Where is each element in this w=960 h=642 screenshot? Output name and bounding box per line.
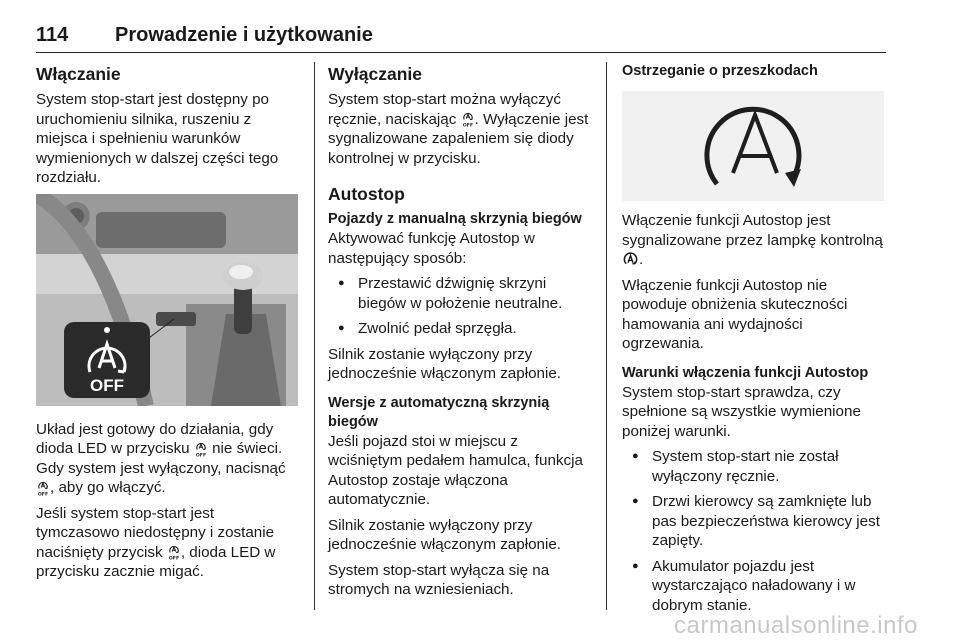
heading-wylaczanie: Wyłączanie [328,64,423,84]
paragraph: Silnik zostanie wyłączony przy jednocześnie włączonym zapłonie. [328,345,562,382]
subheading-conditions: Warunki włączenia funkcji Autostop [622,364,869,381]
heading-wlaczanie: Włączanie [36,64,121,84]
chapter-title: Prowadzenie i użytkowanie [115,24,373,46]
page-header [36,24,886,53]
bullet-list [328,274,596,339]
subheading-manual: Pojazdy z manualną skrzynią biegów [328,211,582,227]
column-divider [606,62,607,610]
list-item: ● Przestawić dźwignię skrzyni biegów w położenie neutralne. [328,274,596,313]
autostop-off-icon [461,110,475,128]
paragraph: System stop-start sprawdza, czy spełnione są wszystkie wymienione poniżej warunki. [622,383,861,440]
list-item: ● Akumulator pojazdu jest wystarczająco naładowany i w dobrym stanie. [622,557,887,616]
paragraph: System stop-start jest dostępny po uruchomieniu silnika, ruszeniu z miejsca i spełnieniu warunków wymienionych w dalszej części tego rozdziału. [36,91,279,186]
column-divider [314,62,315,610]
paragraph: Jeśli pojazd stoi w miejscu z wciśniętym pedałem hamulca, funkcja Autostop zostaje włączona automatycznie. [328,432,583,508]
paragraph: Układ jest gotowy do działania, gdy dioda LED w przycisku nie świeci. Gdy system jest wyłączony, nacisnąć , aby go włączyć. [36,420,286,496]
list-item: ● Zwolnić pedał sprzęgła. [328,319,596,339]
subheading-automatic: Wersje z automatyczną skrzynią biegów [328,394,550,430]
bullet-list [622,447,887,615]
paragraph: Jeśli system stop-start jest tymczasowo niedostępny i zostanie naciśnięty przycisk , dioda LED w przycisku zacznie migać. [36,504,276,580]
paragraph: Aktywować funkcję Autostop w następujący sposób: [328,230,535,267]
paragraph: Silnik zostanie wyłączony przy jednocześnie włączonym zapłonie. [328,516,562,553]
autostop-off-icon [194,440,208,458]
paragraph: System stop-start wyłącza się na stromych na wzniesieniach. [328,561,550,598]
autostop-off-icon [36,479,50,497]
autostop-indicator-figure [622,91,884,201]
watermark: carmanualsonline.info [674,612,918,639]
page-number: 114 [36,24,69,46]
paragraph: Włączenie funkcji Autostop nie powoduje obniżenia skuteczności hamowania ani wydajności ogrzewania. [622,276,848,352]
list-item: ● Drzwi kierowcy są zamknięte lub pas bezpieczeństwa kierowcy jest zapięty. [622,492,887,551]
column-1 [36,62,298,588]
subheading-warning: Ostrzeganie o przeszkodach [622,63,818,79]
column-3 [622,62,887,621]
autostop-indicator-icon [622,251,639,268]
column-2 [328,62,596,606]
off-label: OFF [90,375,124,395]
autostop-off-icon [167,543,181,561]
paragraph: System stop-start można wyłączyć ręcznie, naciskając . Wyłączenie jest sygnalizowane zapaleniem się diody kontrolnej w przycisku. [328,91,589,167]
paragraph: Włączenie funkcji Autostop jest sygnalizowane przez lampkę kontrolną . [622,212,883,268]
gear-console-figure [36,194,298,406]
list-item: ● System stop-start nie został wyłączony ręcznie. [622,447,887,486]
heading-autostop: Autostop [328,184,405,204]
